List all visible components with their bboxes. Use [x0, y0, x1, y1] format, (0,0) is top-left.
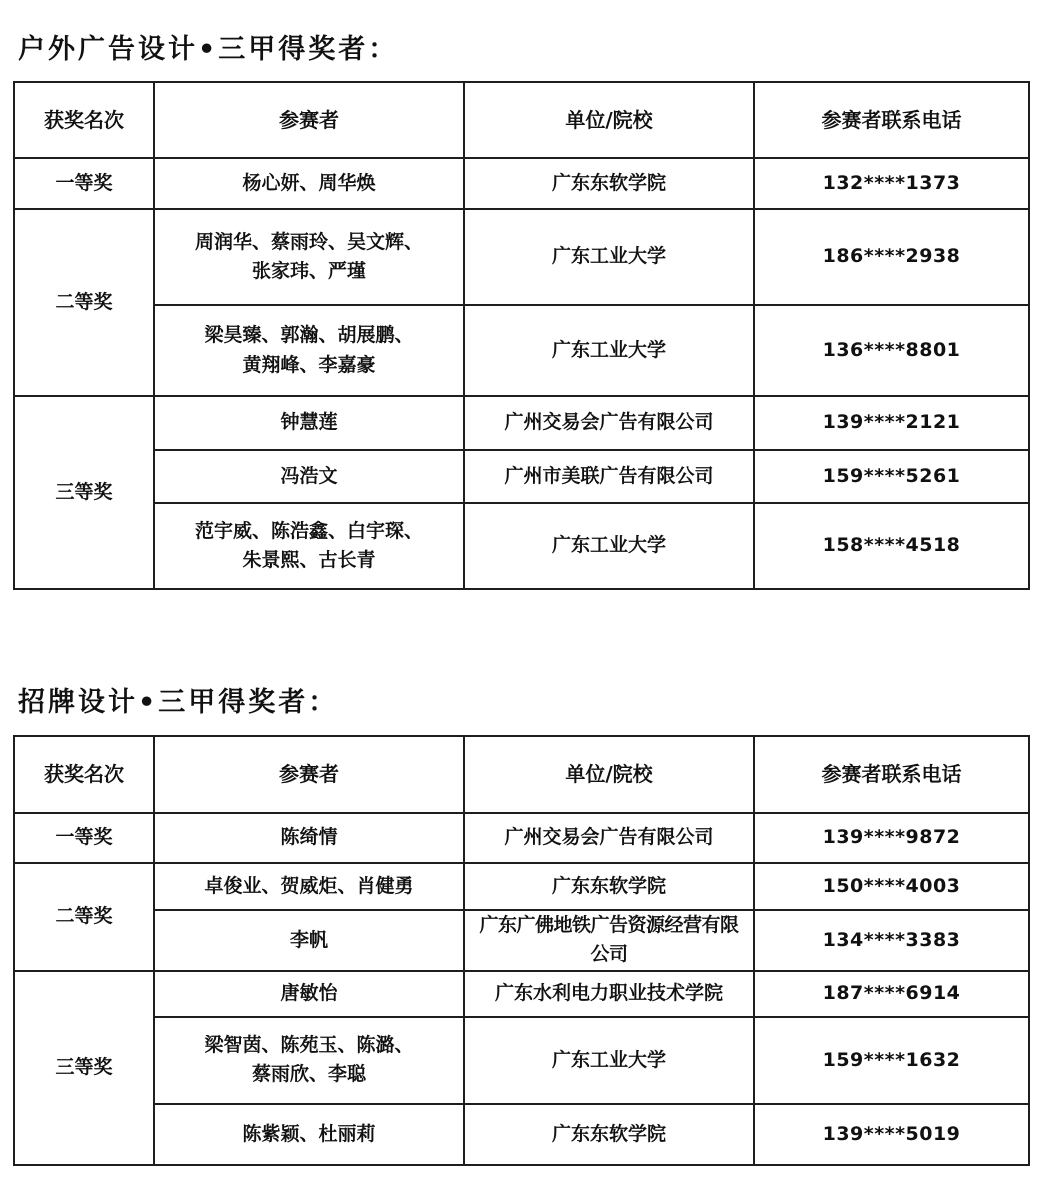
- phone-cell: 158****4518: [754, 503, 1029, 589]
- unit-cell: 广州交易会广告有限公司: [464, 813, 754, 863]
- table-row: [14, 863, 1029, 910]
- unit-cell: 广东工业大学: [464, 209, 754, 305]
- phone-cell: 139****2121: [754, 396, 1029, 450]
- participants-cell: 钟慧莲: [154, 396, 464, 450]
- participants-cell: 陈紫颖、杜丽莉: [154, 1104, 464, 1165]
- header-rank: 获奖名次: [14, 736, 154, 813]
- signboard-section-title: 招牌设计•三甲得奖者：: [18, 687, 339, 718]
- table-row: [14, 305, 1029, 396]
- table-row: [14, 813, 1029, 863]
- participants-cell: 梁智茵、陈苑玉、陈潞、 蔡雨欣、李聪: [154, 1017, 464, 1104]
- unit-cell: 广东工业大学: [464, 1017, 754, 1104]
- unit-cell: 广东水利电力职业技术学院: [464, 971, 754, 1017]
- table-row: [14, 503, 1029, 589]
- rank-cell: 三等奖: [14, 971, 154, 1165]
- table-row: [14, 396, 1029, 450]
- phone-cell: 187****6914: [754, 971, 1029, 1017]
- table-row: [14, 450, 1029, 503]
- participants-cell: 周润华、蔡雨玲、吴文辉、 张家玮、严瑾: [154, 209, 464, 305]
- table-header-row: [14, 736, 1029, 813]
- phone-cell: 150****4003: [754, 863, 1029, 910]
- phone-cell: 136****8801: [754, 305, 1029, 396]
- rank-cell: 二等奖: [14, 209, 154, 396]
- header-participants: 参赛者: [154, 736, 464, 813]
- phone-cell: 139****5019: [754, 1104, 1029, 1165]
- rank-cell: 二等奖: [14, 863, 154, 971]
- phone-cell: 134****3383: [754, 910, 1029, 971]
- header-rank: 获奖名次: [14, 82, 154, 158]
- phone-cell: 132****1373: [754, 158, 1029, 209]
- participants-cell: 卓俊业、贺威炬、肖健勇: [154, 863, 464, 910]
- header-unit: 单位/院校: [464, 736, 754, 813]
- rank-cell: 一等奖: [14, 813, 154, 863]
- rank-cell: 一等奖: [14, 158, 154, 209]
- table-row: [14, 158, 1029, 209]
- unit-cell: 广东广佛地铁广告资源经营有限公司: [464, 910, 754, 971]
- participants-cell: 杨心妍、周华焕: [154, 158, 464, 209]
- unit-cell: 广东工业大学: [464, 305, 754, 396]
- outdoor-ad-awards-table: [13, 81, 1030, 590]
- unit-cell: 广州交易会广告有限公司: [464, 396, 754, 450]
- participants-cell: 冯浩文: [154, 450, 464, 503]
- unit-cell: 广州市美联广告有限公司: [464, 450, 754, 503]
- header-phone: 参赛者联系电话: [754, 736, 1029, 813]
- participants-cell: 李帆: [154, 910, 464, 971]
- unit-cell: 广东东软学院: [464, 158, 754, 209]
- participants-cell: 范宇威、陈浩鑫、白宇琛、 朱景熙、古长青: [154, 503, 464, 589]
- rank-cell: 三等奖: [14, 396, 154, 589]
- header-phone: 参赛者联系电话: [754, 82, 1029, 158]
- phone-cell: 159****1632: [754, 1017, 1029, 1104]
- participants-cell: 陈绮情: [154, 813, 464, 863]
- participants-cell: 唐敏怡: [154, 971, 464, 1017]
- table-header-row: [14, 82, 1029, 158]
- signboard-awards-table: [13, 735, 1030, 1166]
- participants-cell: 梁昊臻、郭瀚、胡展鹏、 黄翔峰、李嘉豪: [154, 305, 464, 396]
- table-row: [14, 1017, 1029, 1104]
- phone-cell: 186****2938: [754, 209, 1029, 305]
- unit-cell: 广东东软学院: [464, 863, 754, 910]
- header-unit: 单位/院校: [464, 82, 754, 158]
- unit-cell: 广东东软学院: [464, 1104, 754, 1165]
- table-row: [14, 1104, 1029, 1165]
- table-row: [14, 971, 1029, 1017]
- header-participants: 参赛者: [154, 82, 464, 158]
- phone-cell: 139****9872: [754, 813, 1029, 863]
- phone-cell: 159****5261: [754, 450, 1029, 503]
- table-row: [14, 209, 1029, 305]
- unit-cell: 广东工业大学: [464, 503, 754, 589]
- table-row: [14, 910, 1029, 971]
- outdoor-ad-section-title: 户外广告设计•三甲得奖者：: [18, 34, 399, 65]
